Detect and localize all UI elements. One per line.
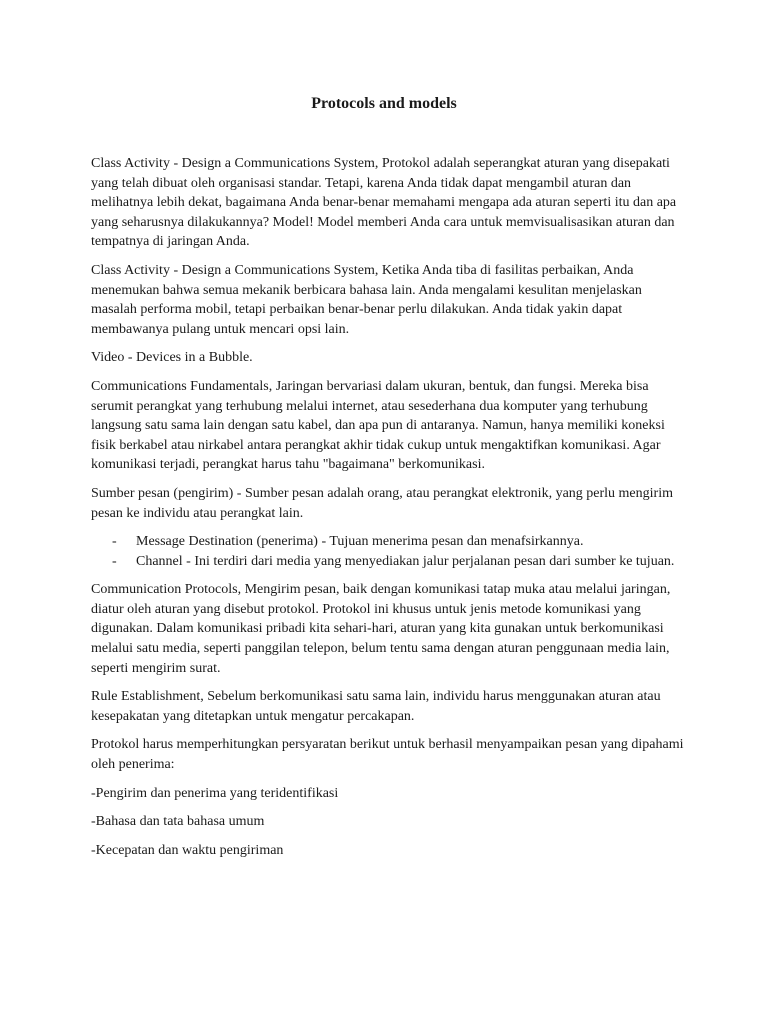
paragraph-communications-fundamentals: Communications Fundamentals, Jaringan bervariasi dalam ukuran, bentuk, dan fungsi. Mereka bisa serumit perangkat yang terhubung melalui internet, atau sesederhana dua komputer yang terhubung langsung satu sama lain dengan satu kabel, dan apa pun di antaranya. Namun, hanya memiliki koneksi fisik berkabel atau nirkabel antara perangkat akhir tidak cukup untuk mengaktifkan komunikasi. Agar komunikasi terjadi, perangkat harus tahu "bagaimana" berkomunikasi. bbox=[91, 378, 665, 473]
list-item-text: Channel - Ini terdiri dari media yang menyediakan jalur perjalanan pesan dari sumber ke tujuan. bbox=[136, 553, 675, 569]
paragraph-protocol-requirements: Protokol harus memperhitungkan persyaratan berikut untuk berhasil menyampaikan pesan yang dipahami oleh penerima: bbox=[91, 737, 684, 773]
list-dash: - bbox=[112, 553, 117, 569]
paragraph-video: Video - Devices in a Bubble. bbox=[91, 350, 253, 366]
list-dash: - bbox=[112, 534, 117, 550]
requirement-speed-timing: -Kecepatan dan waktu pengiriman bbox=[91, 842, 284, 858]
paragraph-class-activity-protocols: Class Activity - Design a Communications System, Protokol adalah seperangkat aturan yang disepakati yang telah dibuat oleh organisasi standar. Tetapi, karena Anda tidak dapat mengambil aturan dan melihatnya lebih dekat, bagaimana Anda benar-benar memahami mengapa ada aturan seperti itu dan apa yang seharusnya dilakukannya? Model! Model memberi Anda cara untuk memvisualisasikan aturan dan tempatnya di jaringan Anda. bbox=[91, 156, 677, 250]
paragraph-message-source: Sumber pesan (pengirim) - Sumber pesan adalah orang, atau perangkat elektronik, yang perlu mengirim pesan ke individu atau perangkat lain. bbox=[91, 485, 673, 521]
list-item-text: Message Destination (penerima) - Tujuan menerima pesan dan menafsirkannya. bbox=[136, 534, 584, 550]
bullet-list bbox=[91, 532, 691, 571]
document-title: Protocols and models bbox=[311, 95, 457, 112]
paragraph-communication-protocols: Communication Protocols, Mengirim pesan, baik dengan komunikasi tatap muka atau melalui jaringan, diatur oleh aturan yang disebut protokol. Protokol ini khusus untuk jenis metode komunikasi yang digunakan. Dalam komunikasi pribadi kita sehari-hari, aturan yang kita gunakan untuk berkomunikasi melalui satu media, seperti panggilan telepon, belum tentu sama dengan aturan penggunaan media lain, seperti mengirim surat. bbox=[91, 582, 671, 676]
paragraph-class-activity-repair: Class Activity - Design a Communications System, Ketika Anda tiba di fasilitas perbaikan, Anda menemukan bahwa semua mekanik berbicara bahasa lain. Anda mengalami kesulitan menjelaskan masalah performa mobil, tetapi perbaikan benar-benar perlu dilakukan. Anda tidak yakin dapat membawanya pulang untuk mencari opsi lain. bbox=[91, 262, 642, 337]
list-item bbox=[91, 532, 691, 552]
requirement-language-grammar: -Bahasa dan tata bahasa umum bbox=[91, 814, 265, 830]
paragraph-rule-establishment: Rule Establishment, Sebelum berkomunikasi satu sama lain, individu harus menggunakan aturan atau kesepakatan yang ditetapkan untuk mengatur percakapan. bbox=[91, 689, 661, 724]
document-body bbox=[91, 154, 691, 869]
requirement-sender-receiver: -Pengirim dan penerima yang teridentifikasi bbox=[91, 785, 339, 801]
list-item bbox=[91, 552, 691, 572]
